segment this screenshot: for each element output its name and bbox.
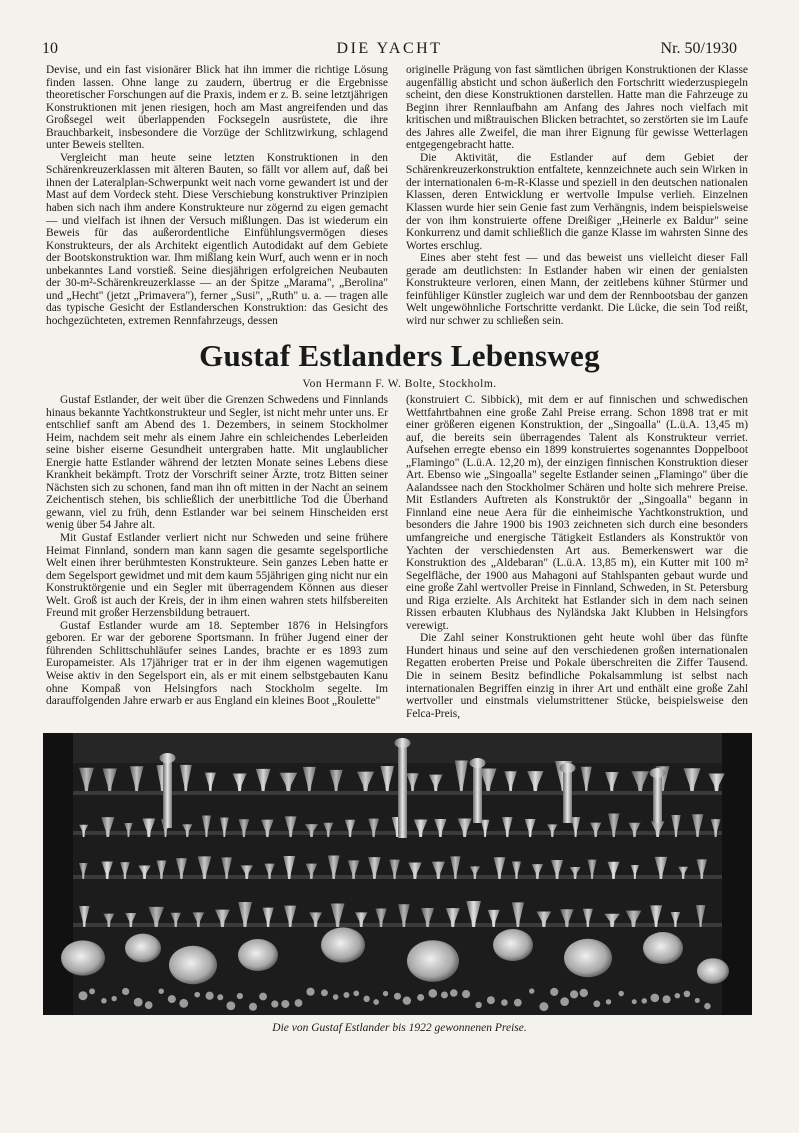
article-title: Gustaf Estlanders Lebensweg [199, 338, 600, 373]
paragraph: (konstruiert C. Sibbick), mit dem er auf finnischen und schwedischen Wettfahrtbahnen eine große Zahl Preise errang. Schon 1898 trat er mit einer größeren eigenen Konstruktion, der „Singoalla" (L.ü.A. 13,45 m) auf, die bereits sein überragendes Talent als Konstrukteur verriet. Aufsehen erregte ebenso ein 1899 konstruiertes sogenanntes Doppelboot „Flamingo" (L.ü.A. 12,20 m), der einzigen finnischen Konstruktion dieser Art. Ebenso wie „Singoalla" segelte Estlander seinen „Flamingo" über die Aalandssee nach den Stockholmer Schären und holte sich mehrere Preise. Mit Estlanders Auftreten als Konstruktör der „Singoalla" begann in Finnland eine neue Aera für die einheimische Yachtkonstruktion, und besonders die Jahre 1900 bis 1903 zeichneten sich durch eine besonders umfangreiche und energische Tätigkeit Estlanders als Konstruktör von Yachten der verschiedensten Art aus. Bemerkenswert war die Konstruktion des „Aldebaran" (L.ü.A. 13,85 m), ein Kutter mit 100 m² Segelfläche, der 1900 aus Mahagoni auf Stahlspanten gebaut wurde und eine große Zahl wertvoller Preise in Finnland, Schweden, in St. Petersburg und Riga erzielte. Als Architekt hat Estlander sich in dem nach seinen Rissen erbauten Klubhaus des Nyländska Jakt Klubben in Helsingfors verewigt. [406, 394, 748, 632]
previous-article-left-column [46, 64, 388, 330]
paragraph: Gustaf Estlander wurde am 18. September 1876 in Helsingfors geboren. Er war der geborene Sportsmann. In früher Jugend einer der führenden Schlittschuhläufer seines Landes, brachte er es 1893 zum Europameister. Als 17jähriger trat er in der ihm eigenen wagemutigen Weise aktiv in den Segelsport ein, als er mit einem selbstgebauten Kanu ohne Kompaß von Helsingfors nach Stockholm segelte. Im darauffolgenden Jahre erwarb er aus England ein kleines Boot „Roulette" [46, 619, 388, 708]
paragraph: Gustaf Estlander, der weit über die Grenzen Schwedens und Finnlands hinaus bekannte Yachtkonstrukteur und Segler, ist nicht mehr unter uns. Er entschlief sanft am Abend des 1. Dezembers, in seinem Stockholmer Heim, nachdem seit mehr als einem Jahre ein schleichendes Leberleiden seine bisher eiserne Gesundheit untergraben hatte. Mit unglaublicher Energie hatte Estlander während der letzten Monate seines Lebens diese Krankheit bekämpft. Trotz der Vorschrift seiner Ärzte, trotz Bitten seiner Nächsten sich zu schonen, fand man ihn oft mitten in der Nacht an seinem Zeichentisch stehen, bis schließlich der unerbittliche Tod die Überhand gewann, viel zu früh, denn Estlander war bei seinem Hinscheiden erst wenig über 54 Jahre alt. [46, 394, 388, 532]
paragraph: Devise, und ein fast visionärer Blick hat ihn immer die richtige Lösung finden lassen. Ohne lange zu zaudern, übertrug er die Ergebnisse theoretischer Forschungen auf die Praxis, indem er z. B. seine letztjährigen Konstruktionen mit jenen riesigen, hoch am Mast angreifenden und das Großsegel weit überlappenden Focksegeln ausrüstete, die ihre Brauchbarkeit, insbesondere die Vorzüge der Schlitzwirkung, schlagend unter Beweis stellten. [46, 64, 388, 152]
page-header [42, 40, 737, 60]
paragraph: Die Aktivität, die Estlander auf dem Gebiet der Schärenkreuzerkonstruktion entfaltete, kennzeichnete auch sein Wirken in der internationalen 6-m-R-Klasse und speziell in den deutschen nationalen Klassen, deren Entwicklung er wertvolle Impulse verlieh. Einzelnen Klassen wurde hier sein Genie fast zum Verhängnis, indem beispielsweise der von ihm konstruierte offene Dreißiger „Heinerle ex Baldur" seine Konkurrenz und damit schließlich die ganze Klasse im wahrsten Sinne des Wortes erschlug. [406, 151, 748, 252]
paragraph: Vergleicht man heute seine letzten Konstruktionen in den Schärenkreuzerklassen mit älteren Bauten, so fällt vor allem auf, daß bei ihnen der Lateralplan-Schwerpunkt weit nach vorne gewandert ist und der Mast auf dem Vordeck steht. Diese Verschiebung konstruktiver Prinzipien haben sich nach ihm andere Konstrukteure nur zögernd zu eigen gemacht — und vielfach ist ihnen der Versuch mißlungen. Das ist wiederum ein Beweis für das außerordentliche Einfühlungsvermögen dieses Konstrukteurs, der als Architekt eigentlich Autodidakt auf dem Gebiete der Bootskonstruktion war. Ihm mißlang kein Wurf, auch wenn er in noch unbekanntes Land vorstieß. Seine diesjährigen erfolgreichen Neubauten der 30-m²-Schärenkreuzerklasse — an der Spitze „Marama", „Berolina" und „Hecht" (jetzt „Primavera"), ferner „Susi", „Ruth" u. a. — tragen alle das typische Gesicht der Estlanderschen Konstruktion: das Gesicht des hochgezüchteten, extremen Rennfahrzeugs, dessen [46, 151, 388, 327]
article-right-column [406, 394, 748, 724]
paragraph: Eines aber steht fest — und das beweist uns vielleicht dieser Fall gerade am deutlichsten: In Estlander haben wir einen der genialsten Konstrukteure verloren, einen Mann, der zeitlebens kühner Stürmer und feinfühliger Künstler zugleich war und dem der Rennbootsbau der ganzen Welt ungewöhnliche Fortschritte verdankt. Die Lücke, die sein Tod reißt, wird nur schwer zu schließen sein. [406, 252, 748, 327]
issue-number: Nr. 50/1930 [660, 40, 737, 57]
page-number: 10 [42, 40, 58, 57]
publication-title: DIE YACHT [336, 40, 443, 57]
article-left-column [46, 394, 388, 724]
previous-article-right-column [406, 64, 748, 330]
paragraph: Die Zahl seiner Konstruktionen geht heute wohl über das fünfte Hundert hinaus und seine auf den verschiedenen großen internationalen Regatten eroberten Preise und Pokale überschreiten die Ziffer Tausend. Die in seinem Besitz befindliche Pokalsammlung ist selbst nach internationalen Begriffen einzig in ihrer Art und enthält eine große Zahl wertvoller und einstmals vielumstrittener Stücke, beispielsweise den Felca-Preis, [406, 632, 748, 720]
paragraph: originelle Prägung von fast sämtlichen übrigen Konstruktionen der Klasse augenfällig absticht und schon äußerlich den Fortschritt wiederzuspiegeln scheint, den diese Konstruktionen darstellen. Hatte man die Fahrzeuge zu Beginn ihrer Rennlaufbahn am Anfang des Jahres noch vielfach mit kritischen und mißtrauischen Blicken betrachtet, so zerstörten sie im Laufe des Jahres alle Zweifel, die man ihrer Eignung für gewisse Wetterlagen entgegengebracht hatte. [406, 64, 748, 152]
photo-caption: Die von Gustaf Estlander bis 1922 gewonnenen Preise. [272, 1022, 527, 1034]
trophy-collection-photo [43, 733, 752, 1015]
paragraph: Mit Gustaf Estlander verliert nicht nur Schweden und seine frühere Heimat Finnland, sondern man kann sagen die gesamte segelsportliche Welt einen ihrer berühmtesten Konstrukteure. Sein ganzes Leben hatte er dem Segelsport gewidmet und mit dem kaum 55jährigen ging nicht nur ein Konstruktörgenie und ein Segler mit überragendem Können aus dieser Welt. Groß ist auch der Kreis, der in ihm einen wahren stets hilfsbereiten Freund mit großer Herzensbildung betrauert. [46, 532, 388, 620]
article-byline: Von Hermann F. W. Bolte, Stockholm. [302, 378, 497, 390]
